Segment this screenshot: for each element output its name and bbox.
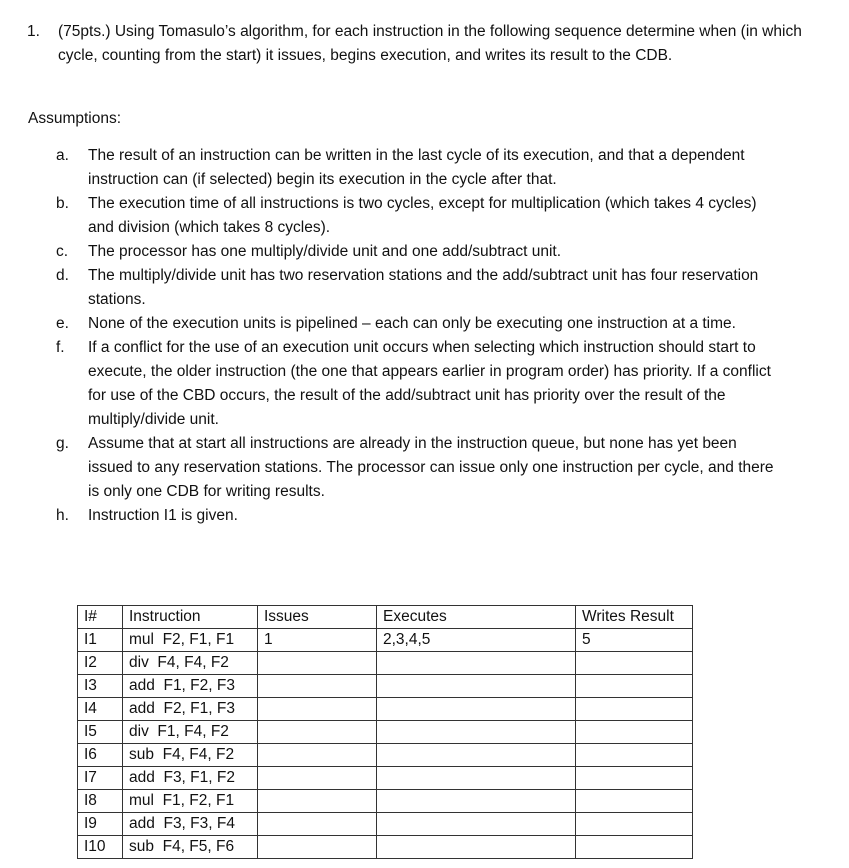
cell-issues (258, 767, 377, 790)
cell-executes (377, 698, 576, 721)
cell-issues: 1 (258, 629, 377, 652)
header-id: I# (78, 606, 123, 629)
cell-instruction: add F2, F1, F3 (123, 698, 258, 721)
cell-writes-result (576, 675, 693, 698)
table-row (78, 813, 693, 836)
assumption-item (56, 504, 776, 528)
cell-issues (258, 721, 377, 744)
question-number: 1. (27, 23, 40, 40)
cell-instruction: mul F2, F1, F1 (123, 629, 258, 652)
cell-executes (377, 767, 576, 790)
cell-issues (258, 813, 377, 836)
table-row (78, 698, 693, 721)
table-header-row (78, 606, 693, 629)
header-issues: Issues (258, 606, 377, 629)
header-writes-result: Writes Result (576, 606, 693, 629)
schedule-table-body (78, 606, 693, 859)
table-row (78, 652, 693, 675)
cell-id: I8 (78, 790, 123, 813)
assumption-text: The execution time of all instructions is two cycles, except for multiplication (which takes 4 cycles) and division (which takes 8 cycles). (88, 195, 757, 236)
cell-executes (377, 744, 576, 767)
table-row (78, 836, 693, 859)
cell-issues (258, 652, 377, 675)
cell-writes-result (576, 744, 693, 767)
assumption-item (56, 192, 776, 240)
cell-writes-result (576, 790, 693, 813)
cell-writes-result (576, 813, 693, 836)
cell-writes-result: 5 (576, 629, 693, 652)
table-row (78, 744, 693, 767)
table-row (78, 790, 693, 813)
cell-writes-result (576, 721, 693, 744)
table-row (78, 767, 693, 790)
question-row (27, 20, 817, 68)
cell-id: I3 (78, 675, 123, 698)
cell-id: I9 (78, 813, 123, 836)
cell-id: I5 (78, 721, 123, 744)
assumption-text: The processor has one multiply/divide unit and one add/subtract unit. (88, 243, 562, 260)
cell-issues (258, 836, 377, 859)
cell-writes-result (576, 836, 693, 859)
table-row (78, 629, 693, 652)
assumptions-list (56, 144, 776, 528)
question (27, 20, 817, 68)
assumption-text: None of the execution units is pipelined – each can only be executing one instruction at a time. (88, 315, 736, 332)
table-row (78, 675, 693, 698)
assumption-item (56, 336, 776, 432)
assumption-letter: h. (56, 507, 69, 524)
assumption-letter: c. (56, 243, 69, 260)
cell-id: I4 (78, 698, 123, 721)
schedule-table (77, 605, 693, 859)
cell-instruction: add F3, F3, F4 (123, 813, 258, 836)
cell-instruction: mul F1, F2, F1 (123, 790, 258, 813)
cell-issues (258, 790, 377, 813)
cell-executes: 2,3,4,5 (377, 629, 576, 652)
assumption-letter: b. (56, 195, 69, 212)
assumption-letter: d. (56, 267, 69, 284)
cell-instruction: add F1, F2, F3 (123, 675, 258, 698)
assumption-text: Assume that at start all instructions are already in the instruction queue, but none has yet been issued to any reservation stations. The processor can issue only one instruction per cycle, and there is only one CDB for writing results. (88, 435, 774, 500)
cell-id: I7 (78, 767, 123, 790)
assumption-text: The result of an instruction can be written in the last cycle of its execution, and that a dependent instruction can (if selected) begin its execution in the cycle after that. (88, 147, 745, 188)
assumption-item (56, 312, 776, 336)
cell-executes (377, 790, 576, 813)
cell-instruction: div F4, F4, F2 (123, 652, 258, 675)
cell-issues (258, 698, 377, 721)
assumption-item (56, 240, 776, 264)
assumption-item (56, 264, 776, 312)
assumption-text: The multiply/divide unit has two reservation stations and the add/subtract unit has four reservation stations. (88, 267, 759, 308)
assumption-letter: g. (56, 435, 69, 452)
cell-executes (377, 813, 576, 836)
header-instruction: Instruction (123, 606, 258, 629)
assumptions-heading: Assumptions: (28, 110, 122, 127)
table-row (78, 721, 693, 744)
cell-instruction: sub F4, F4, F2 (123, 744, 258, 767)
assumption-text: Instruction I1 is given. (88, 507, 238, 524)
cell-id: I10 (78, 836, 123, 859)
cell-executes (377, 652, 576, 675)
assumption-letter: a. (56, 147, 69, 164)
cell-writes-result (576, 767, 693, 790)
cell-id: I6 (78, 744, 123, 767)
assumption-text: If a conflict for the use of an execution unit occurs when selecting which instruction should start to execute, the older instruction (the one that appears earlier in program order) has priority. If a conflict for use of the CBD occurs, the result of the add/subtract unit has priority over the result of the multiply/divide unit. (88, 339, 771, 428)
assumption-letter: e. (56, 315, 69, 332)
cell-executes (377, 675, 576, 698)
cell-writes-result (576, 652, 693, 675)
question-text: (75pts.) Using Tomasulo’s algorithm, for each instruction in the following sequence determine when (in which cycle, counting from the start) it issues, begins execution, and writes its result to the CDB. (58, 23, 802, 64)
cell-id: I2 (78, 652, 123, 675)
assumption-item (56, 432, 776, 504)
cell-writes-result (576, 698, 693, 721)
cell-executes (377, 721, 576, 744)
assumption-letter: f. (56, 339, 65, 356)
cell-instruction: sub F4, F5, F6 (123, 836, 258, 859)
cell-issues (258, 744, 377, 767)
header-executes: Executes (377, 606, 576, 629)
cell-instruction: div F1, F4, F2 (123, 721, 258, 744)
cell-issues (258, 675, 377, 698)
cell-executes (377, 836, 576, 859)
cell-id: I1 (78, 629, 123, 652)
assumption-item (56, 144, 776, 192)
cell-instruction: add F3, F1, F2 (123, 767, 258, 790)
